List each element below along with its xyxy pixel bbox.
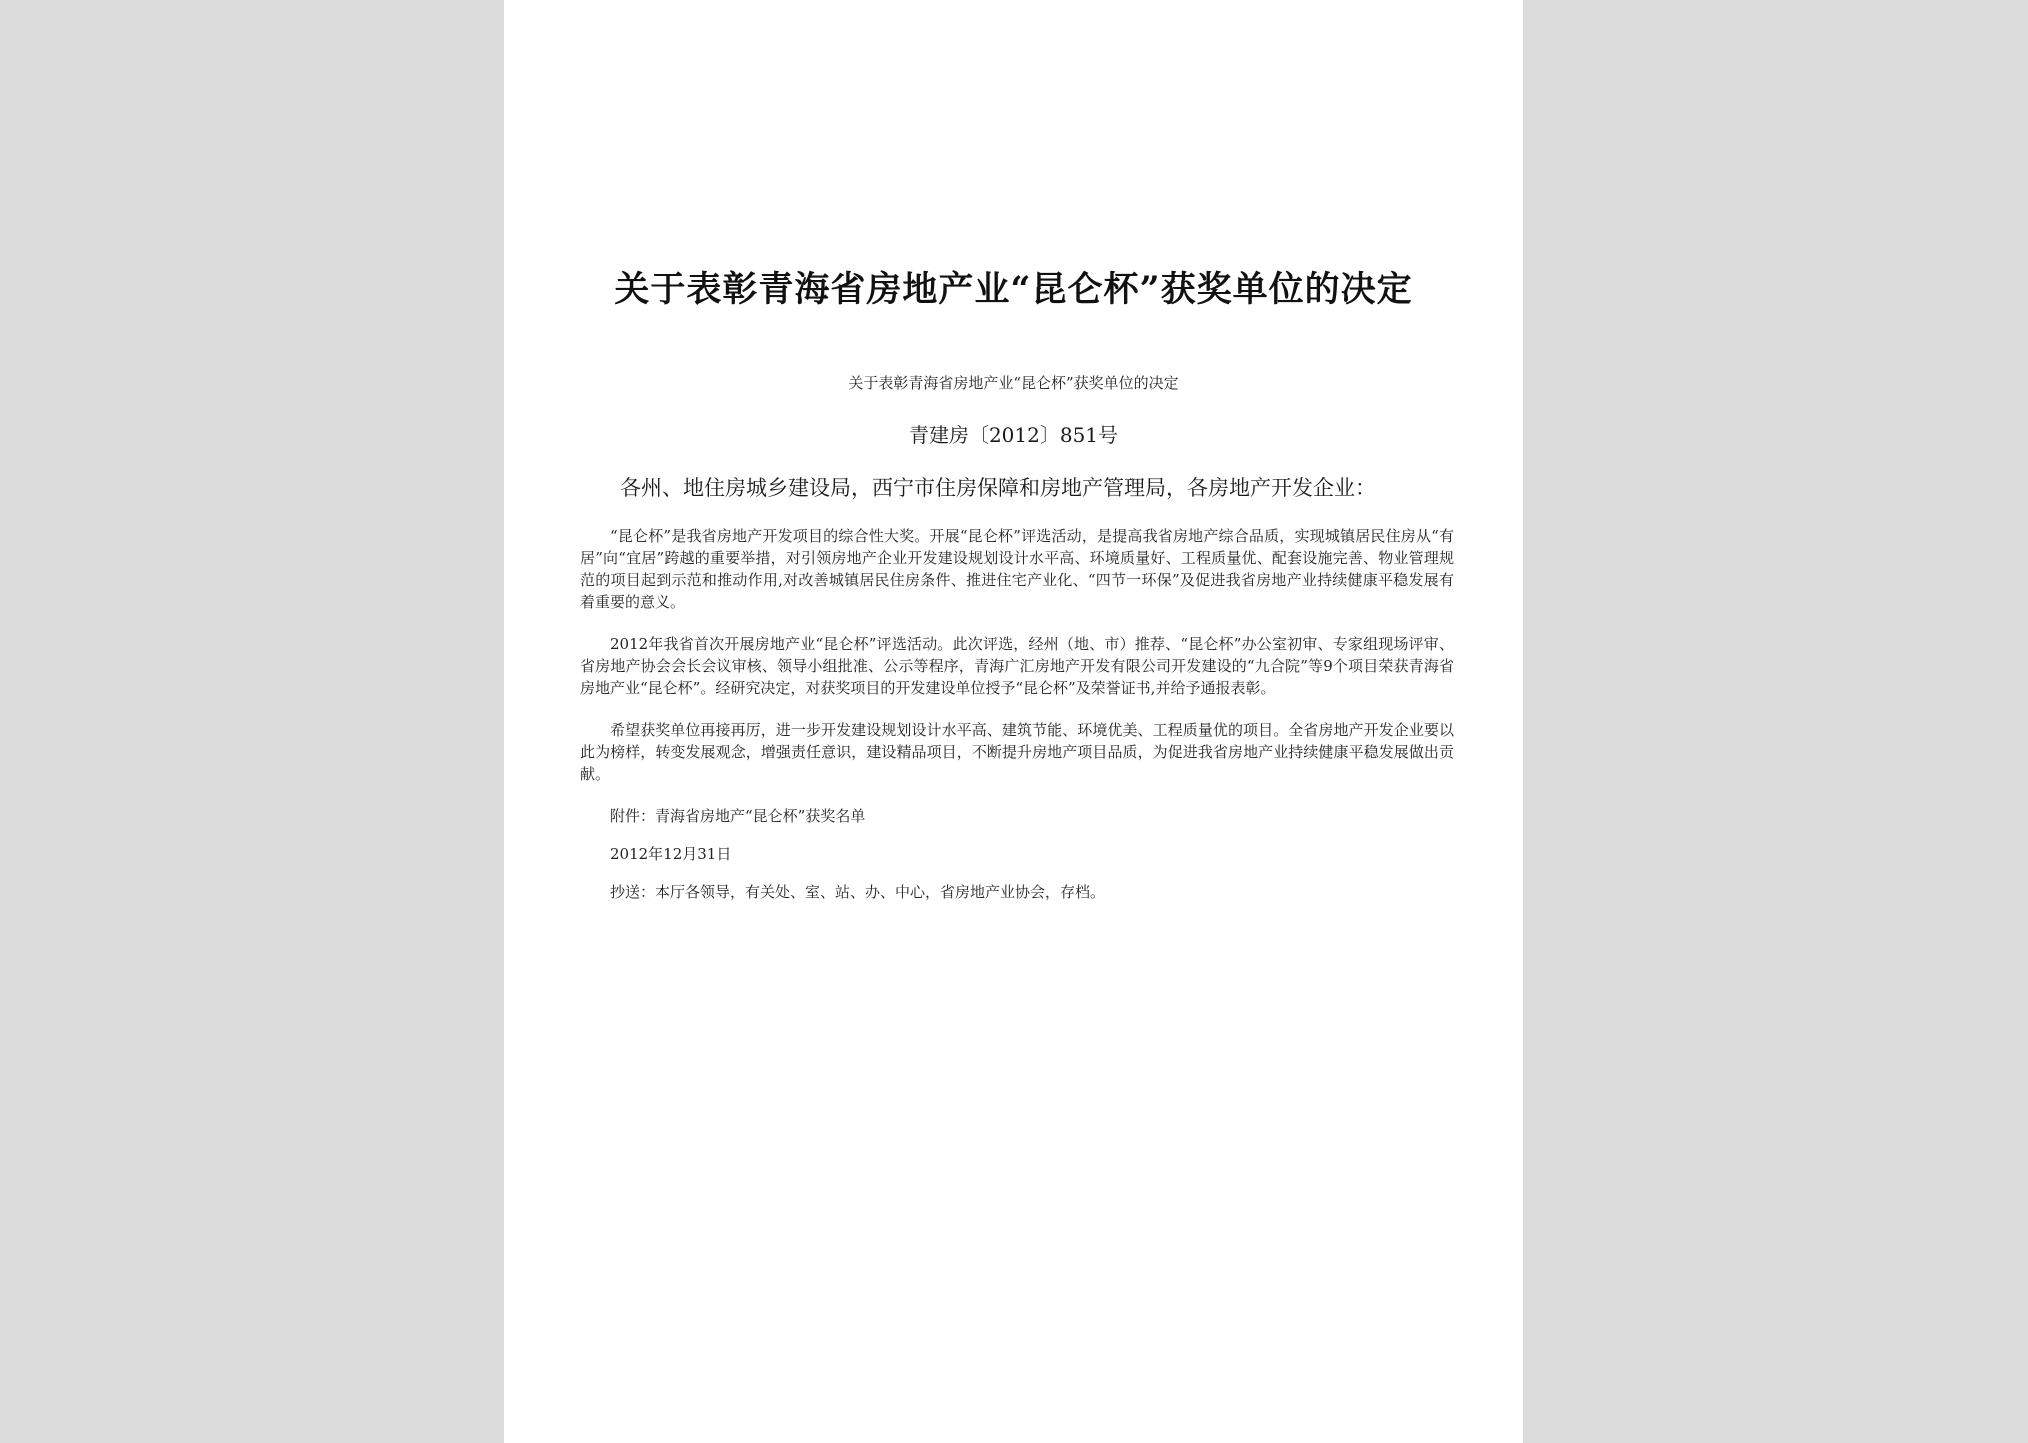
cc-line: 抄送：本厅各领导，有关处、室、站、办、中心，省房地产业协会，存档。 — [610, 883, 1106, 901]
body-paragraph: “昆仑杯”是我省房地产开发项目的综合性大奖。开展“昆仑杯”评选活动，是提高我省房地产综合品质，实现城镇居民住房从“有居”向“宜居”跨越的重要举措，对引领房地产企业开发建设规划设计水平高、环境质量好、工程质量优、配套设施完善、物业管理规范的项目起到示范和推动作用,对改善城镇居民住房条件、推进住宅产业化、“四节一环保”及促进我省房地产业持续健康平稳发展有着重要的意义。 — [580, 527, 1454, 611]
attachment-line: 附件：青海省房地产“昆仑杯”获奖名单 — [610, 807, 866, 825]
document-body — [580, 525, 1454, 919]
document-number: 青建房〔2012〕851号 — [908, 423, 1119, 447]
body-paragraph: 希望获奖单位再接再厉，进一步开发建设规划设计水平高、建筑节能、环境优美、工程质量优的项目。全省房地产开发企业要以此为榜样，转变发展观念，增强责任意识，建设精品项目，不断提升房地产项目品质，为促进我省房地产业持续健康平稳发展做出贡献。 — [580, 721, 1454, 783]
body-paragraph: 2012年我省首次开展房地产业“昆仑杯”评选活动。此次评选，经州（地、市）推荐、“昆仑杯”办公室初审、专家组现场评审、省房地产协会会长会议审核、领导小组批准、公示等程序，青海广汇房地产开发有限公司开发建设的“九合院”等9个项目荣获青海省房地产业“昆仑杯”。经研究决定，对获奖项目的开发建设单位授予“昆仑杯”及荣誉证书,并给予通报表彰。 — [580, 635, 1454, 697]
document-title: 关于表彰青海省房地产业“昆仑杯”获奖单位的决定 — [614, 269, 1413, 310]
addressee-line: 各州、地住房城乡建设局，西宁市住房保障和房地产管理局，各房地产开发企业： — [620, 476, 1376, 500]
issue-date: 2012年12月31日 — [610, 845, 732, 863]
document-page — [504, 0, 1523, 1443]
document-subtitle: 关于表彰青海省房地产业“昆仑杯”获奖单位的决定 — [848, 374, 1179, 392]
